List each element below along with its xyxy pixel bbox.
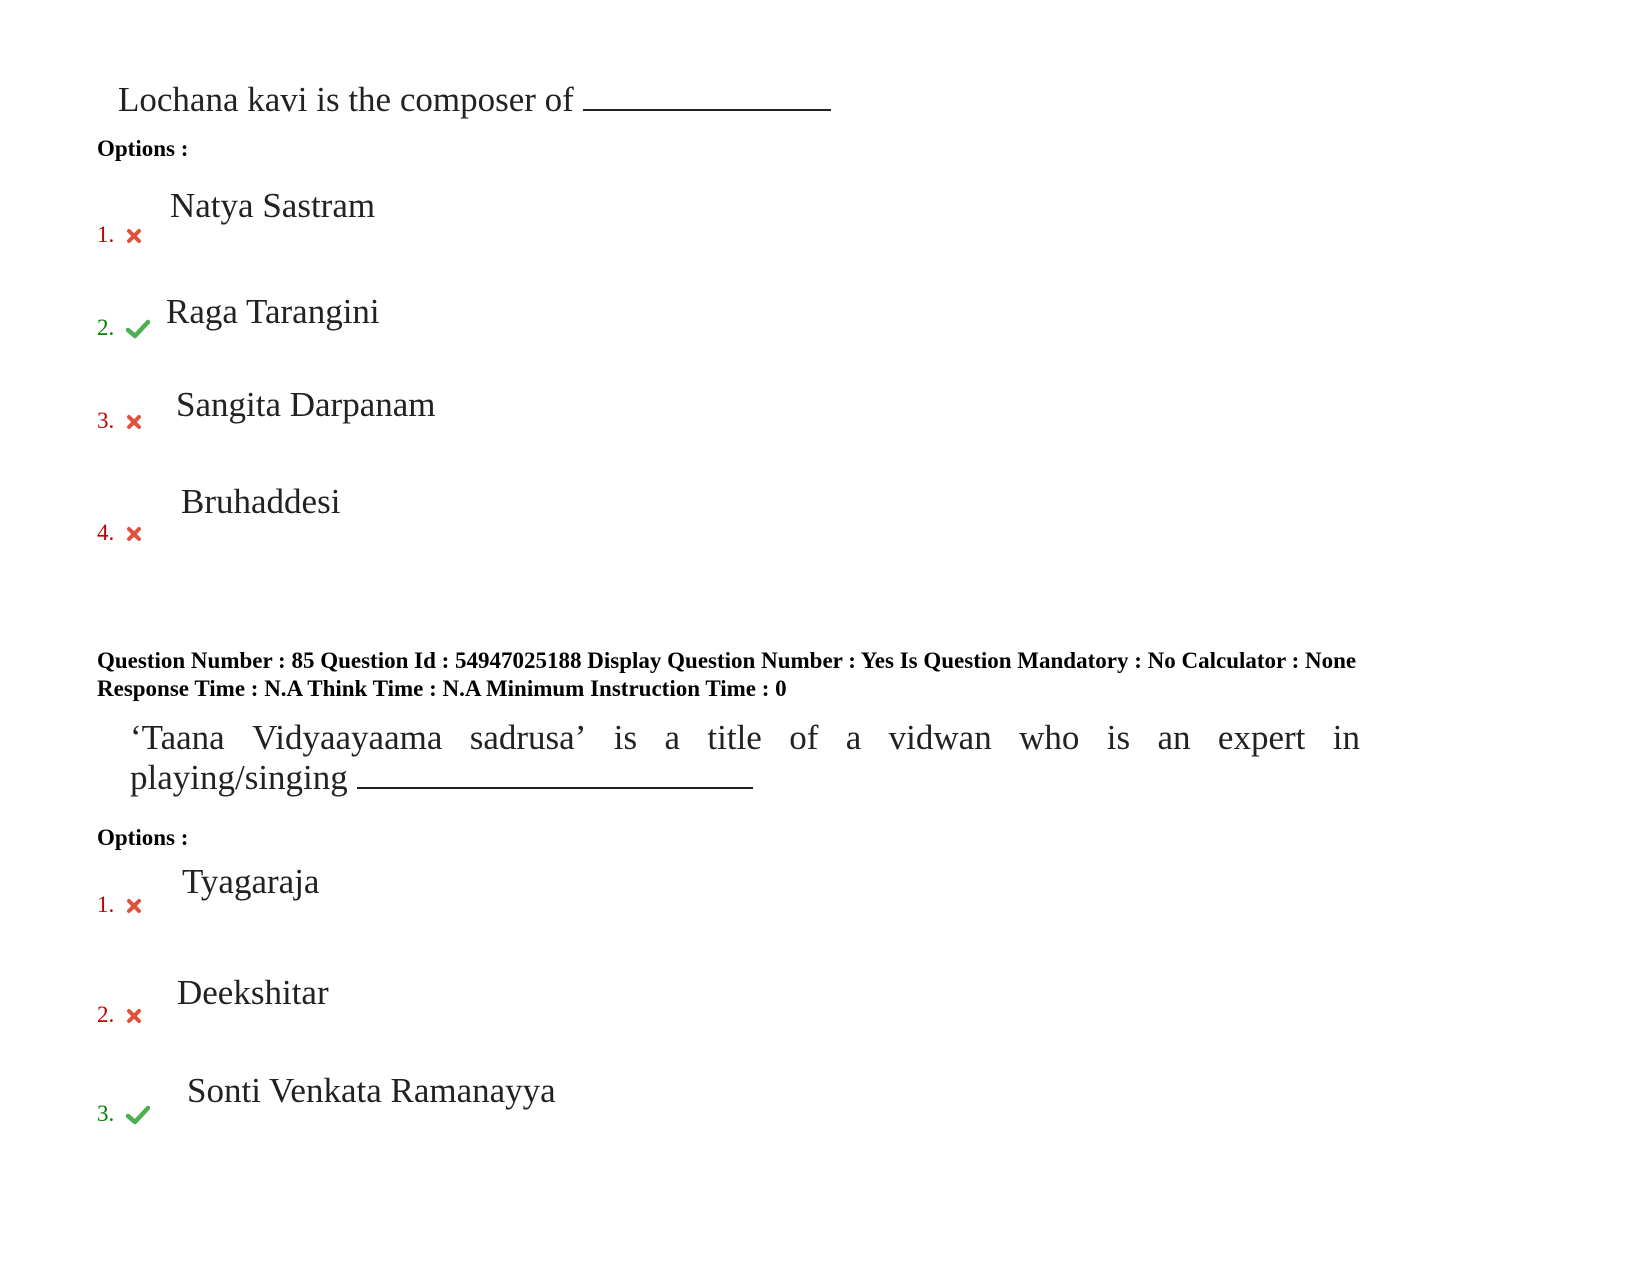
meta-line-1: Question Number : 85 Question Id : 54947025188 Display Question Number : Yes Is Question Mandatory : No Calculator : None — [97, 648, 1357, 673]
question-word: Vidyaayaama — [252, 718, 443, 757]
question-word: who — [1019, 718, 1080, 757]
option-text: Deekshitar — [177, 973, 329, 1012]
question-85-line-1 — [130, 718, 1360, 758]
option-number: 1. — [97, 222, 115, 247]
question-85-meta — [97, 647, 1356, 703]
options-label: Options : — [97, 825, 189, 850]
question-word: sadrusa’ — [469, 718, 587, 757]
question-84-stem: Lochana kavi is the composer of — [118, 80, 574, 119]
question-word: ‘Taana — [130, 718, 225, 757]
question-word: of — [789, 718, 819, 757]
answer-blank — [583, 83, 831, 111]
question-word: an — [1157, 718, 1191, 757]
wrong-cross-icon — [126, 1008, 142, 1029]
option-number: 2. — [97, 315, 115, 340]
option-number: 4. — [97, 520, 115, 545]
wrong-cross-icon — [126, 414, 142, 435]
question-word: title — [707, 718, 762, 757]
option-number: 3. — [97, 1101, 115, 1126]
option-1 — [97, 892, 142, 919]
option-2 — [97, 315, 150, 344]
option-number: 2. — [97, 1002, 115, 1027]
option-number: 1. — [97, 892, 115, 917]
wrong-cross-icon — [126, 526, 142, 547]
wrong-cross-icon — [126, 898, 142, 919]
answer-blank — [357, 761, 753, 789]
options-label: Options : — [97, 136, 189, 161]
question-word: vidwan — [888, 718, 992, 757]
wrong-cross-icon — [126, 228, 142, 249]
option-2 — [97, 1002, 142, 1029]
option-4 — [97, 520, 142, 547]
option-3 — [97, 1101, 150, 1130]
question-word: expert — [1217, 718, 1306, 757]
option-number: 3. — [97, 408, 115, 433]
option-text: Bruhaddesi — [181, 482, 341, 521]
question-word: is — [613, 718, 638, 757]
option-text: Tyagaraja — [182, 862, 320, 901]
option-text: Sonti Venkata Ramanayya — [187, 1071, 556, 1110]
question-word: in — [1332, 718, 1360, 757]
question-84-text — [118, 80, 831, 120]
question-85-line-2-text: playing/singing — [130, 758, 348, 797]
option-text: Sangita Darpanam — [176, 385, 436, 424]
question-word: a — [664, 718, 681, 757]
question-85-text — [130, 718, 1360, 798]
option-text: Natya Sastram — [170, 186, 376, 225]
question-word: is — [1106, 718, 1131, 757]
question-word: a — [845, 718, 862, 757]
correct-check-icon — [126, 1105, 150, 1130]
option-3 — [97, 408, 142, 435]
option-1 — [97, 222, 142, 249]
question-85-line-2 — [130, 758, 1360, 798]
correct-check-icon — [126, 319, 150, 344]
option-text: Raga Tarangini — [166, 292, 380, 331]
meta-line-2: Response Time : N.A Think Time : N.A Minimum Instruction Time : 0 — [97, 676, 787, 701]
